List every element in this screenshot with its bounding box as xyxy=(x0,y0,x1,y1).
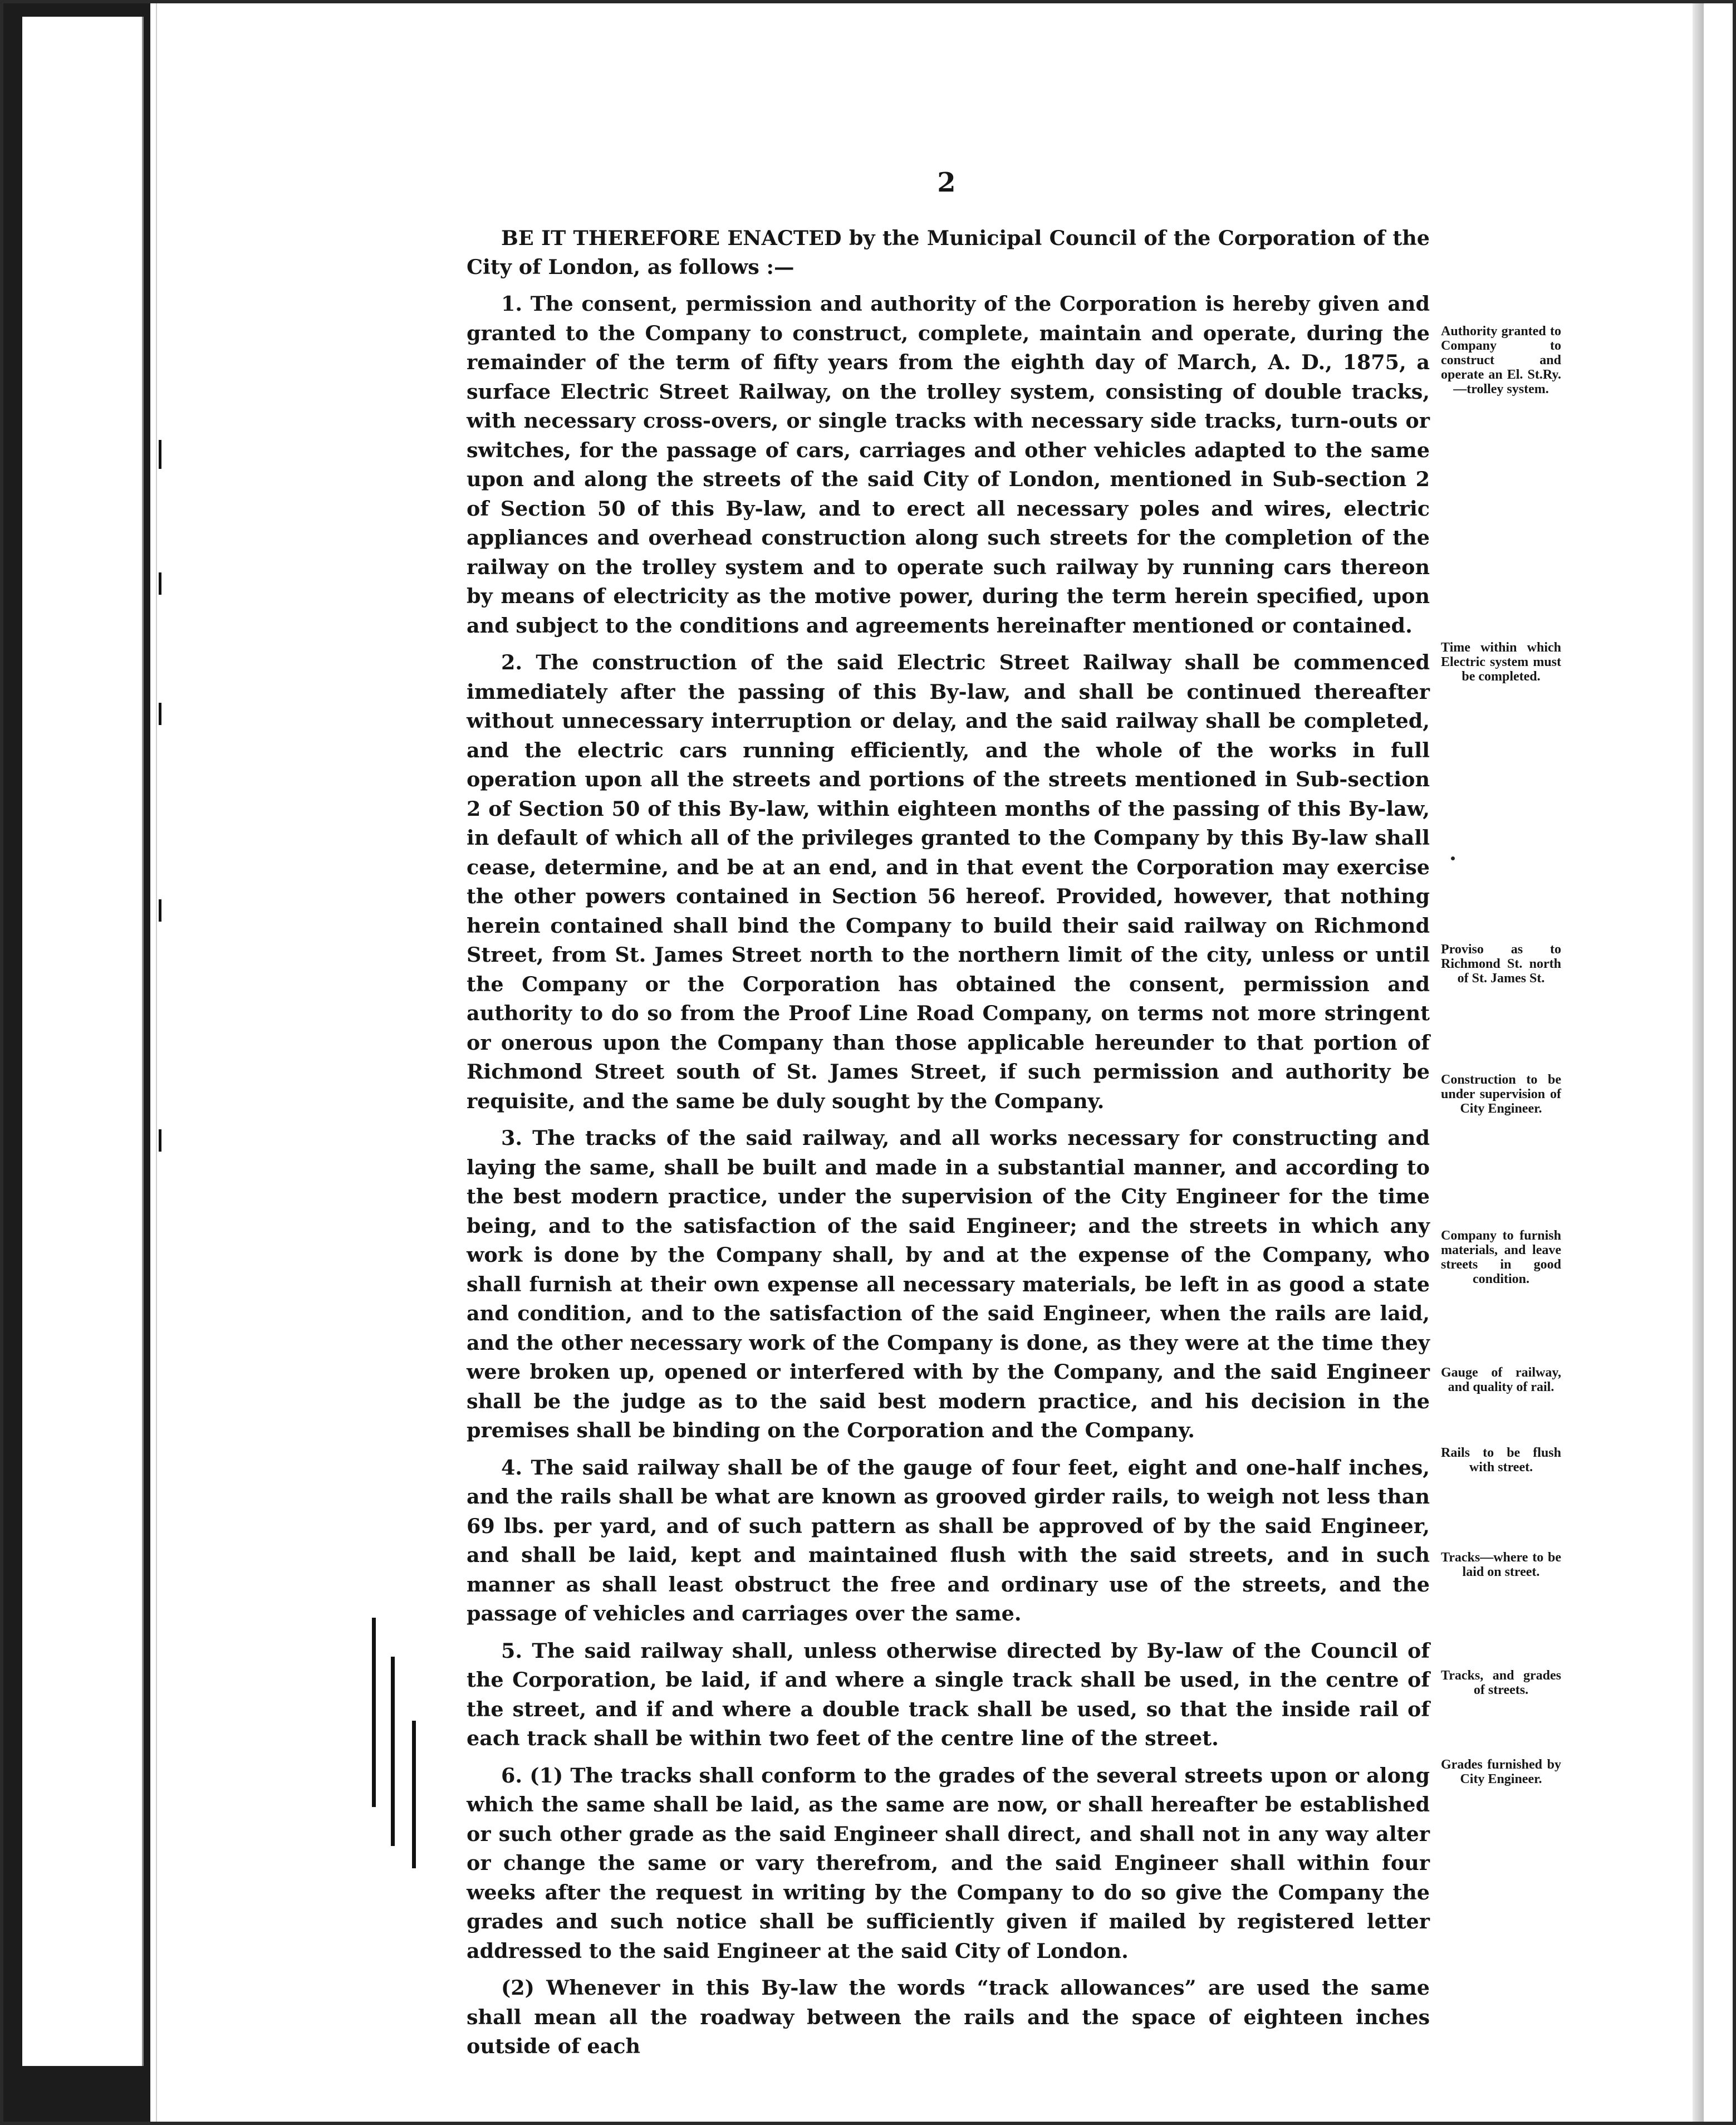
margin-pen-stroke xyxy=(391,1657,395,1846)
margin-note-gauge: Gauge of railway, and quality of rail. xyxy=(1441,1365,1561,1394)
margin-mark xyxy=(159,572,161,595)
body-text xyxy=(467,224,1430,2062)
section-1: 1. The consent, permission and authority of the Corporation is hereby given and granted to the Company to construct, complete, maintain and operate, during the remainder of the term of fifty years from the eighth day of March, A. D., 1875, a surface Electric Street Railway, on the trolley system, consisting of double tracks, with necessary cross-overs, or single tracks with necessary side tracks, turn-outs or switches, for the passage of cars, carriages and other vehicles adapted to the same upon and along the streets of the said City of London, mentioned in Sub-section 2 of Section 50 of this By-law, and to erect all necessary poles and wires, electric appliances and overhead construction along such streets for the completion of the railway on the trolley system and to operate such railway by running cars thereon by means of electricity as the motive power, during the term herein specified, upon and subject to the conditions and agreements hereinafter mentioned or contained. xyxy=(467,292,1430,638)
margin-note-grades: Tracks, and grades of streets. xyxy=(1441,1668,1561,1697)
section-4: 4. The said railway shall be of the gauge of four feet, eight and one-half inches, and the rails shall be what are known as grooved girder rails, to weigh not less than 69 lbs. per yard, and of such pattern as shall be approved of by the said Engineer, and shall be laid, kept and maintained flush with the said streets, and in such manner as shall least obstruct the free and ordinary use of the streets, and the passage of vehicles and carriages over the same. xyxy=(467,1455,1430,1625)
section-6-1: 6. (1) The tracks shall conform to the grades of the several streets upon or along which the same shall be laid, as the same are now, or shall hereafter be established or such other grade as the said Engineer shall direct, and shall not in any way alter or change the same or vary therefrom, and the said Engineer shall within four weeks after the request in writing by the Company to do so give the Company the grades and such notice shall be sufficiently given if mailed by registered letter addressed to the said Engineer at the said City of London. xyxy=(467,1763,1430,1963)
section-5: 5. The said railway shall, unless otherwise directed by By-law of the Council of the Corporation, be laid, if and where a single track shall be used, in the centre of the street, and if and where a double track shall be used, so that the inside rail of each track shall be within two feet of the centre line of the street. xyxy=(467,1638,1430,1750)
section-3: 3. The tracks of the said railway, and all works necessary for constructing and laying the same, shall be built and made in a substantial manner, and according to the best modern practice, under the supervision of the City Engineer for the time being, and to the satisfaction of the said Engineer; and the streets in which any work is done by the Company shall, by and at the expense of the Company, who shall furnish at their own expense all necessary materials, be left in as good a state and condition, and to the satisfaction of the said Engineer, when the rails are laid, and the other necessary work of the Company is done, as they were at the time they were broken up, opened or interfered with by the Company, and the said Engineer shall be the judge as to the said best modern practice, and his decision in the premises shall be binding on the Corporation and the Company. xyxy=(467,1126,1430,1442)
margin-pen-stroke xyxy=(372,1618,376,1807)
margin-note-furnish: Company to furnish materials, and leave streets in good condition. xyxy=(1441,1228,1561,1286)
margin-mark xyxy=(159,899,161,922)
margin-note-tracks-where: Tracks—where to be laid on street. xyxy=(1441,1550,1561,1579)
margin-mark xyxy=(159,440,161,469)
enacting-clause: BE IT THEREFORE ENACTED by the Municipal Council of the Corporation of the City of London, as follows :— xyxy=(467,226,1430,279)
section-6-2: (2) Whenever in this By-law the words “track allowances” are used the same shall mean all the roadway between the rails and the space of eighteen inches outside of each xyxy=(467,1976,1430,2058)
margin-note-authority: Authority granted to Company to construct and operate an El. St.Ry.—trolley system. xyxy=(1441,324,1561,396)
margin-note-construction: Construction to be under supervision of City Engineer. xyxy=(1441,1073,1561,1116)
margin-note-grades-furnished: Grades furnished by City Engineer. xyxy=(1441,1757,1561,1786)
page-number: 2 xyxy=(937,167,956,198)
margin-mark xyxy=(159,703,161,725)
margin-note-time: Time within which Electric system must be completed. xyxy=(1441,640,1561,684)
ink-speck xyxy=(1451,856,1455,860)
section-2: 2. The construction of the said Electric Street Railway shall be commenced immediately after the passing of this By-law, and shall be continued thereafter without unnecessary interruption or delay, and the said railway shall be completed, and the electric cars running efficiently, and the whole of the works in full operation upon all the streets and portions of the streets mentioned in Sub-section 2 of Section 50 of this By-law, within eighteen months of the passing of this By-law, in default of which all of the privileges granted to the Company by this By-law shall cease, determine, and be at an end, and in that event the Corporation may exercise the other powers contained in Section 56 hereof. Provided, however, that nothing herein contained shall bind the Company to build their said railway on Richmond Street, from St. James Street north to the northern limit of the city, unless or until the Company or the Corporation has obtained the consent, permission and authority to do so from the Proof Line Road Company, on terms not more stringent or onerous upon the Company than those applicable hereunder to that portion of Richmond Street south of St. James Street, if such permission and authority be requisite, and the same be duly sought by the Company. xyxy=(467,650,1430,1113)
margin-mark xyxy=(159,1129,161,1152)
margin-pen-stroke xyxy=(412,1721,416,1868)
margin-note-flush: Rails to be flush with street. xyxy=(1441,1446,1561,1475)
margin-note-proviso: Proviso as to Richmond St. north of St. James St. xyxy=(1441,942,1561,986)
